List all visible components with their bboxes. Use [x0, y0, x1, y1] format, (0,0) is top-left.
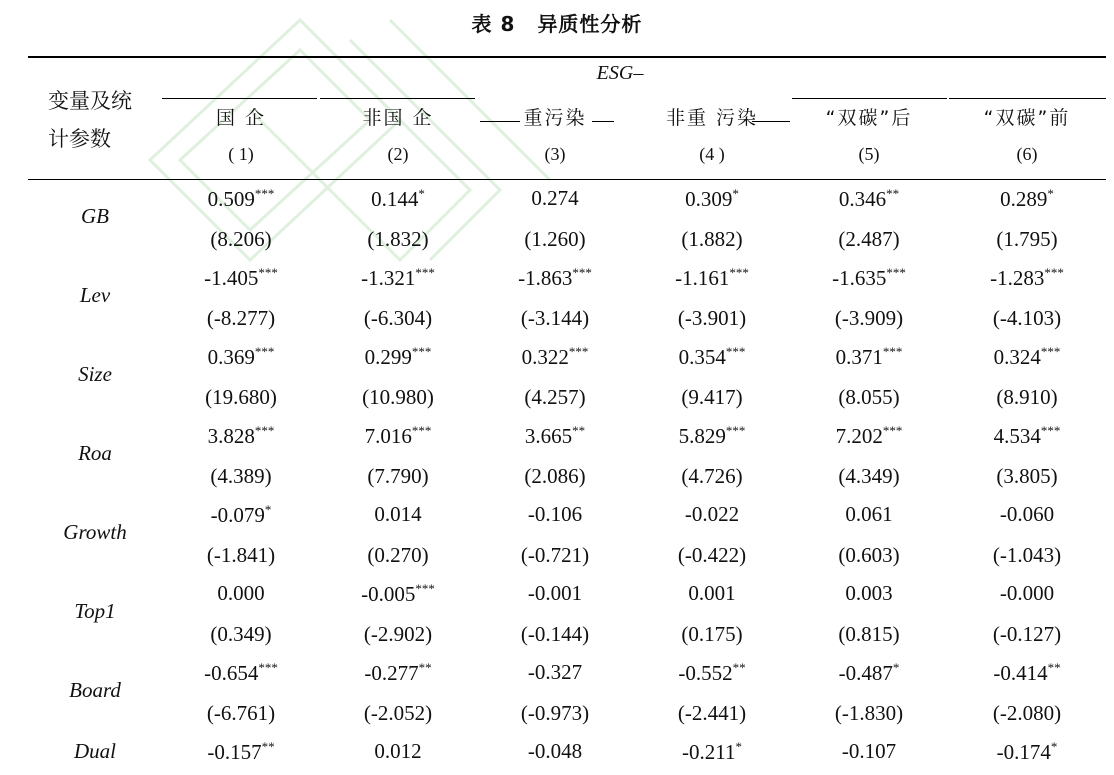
stub-header-line1: 变量及统 [48, 89, 132, 113]
coefficient-value: -1.161 [675, 266, 730, 290]
coefficient-cell [477, 739, 634, 764]
t-statistic-cell: (1.882) [681, 227, 743, 251]
coefficient-value: 4.534 [993, 424, 1041, 448]
t-statistic-cell: (3.805) [996, 464, 1058, 488]
coefficient-value: -0.005 [361, 582, 416, 606]
coefficient-cell [320, 265, 477, 291]
variable-name: Lev [79, 283, 111, 307]
column-number: ( 1) [228, 144, 254, 164]
header-subrule [162, 98, 317, 99]
coefficient-value: 0.309 [685, 187, 733, 211]
t-statistic-cell: (-0.127) [992, 622, 1062, 646]
significance-stars: *** [254, 186, 275, 201]
t-statistic-cell: (-6.304) [363, 306, 433, 330]
coefficient-value: 0.509 [207, 187, 255, 211]
significance-stars: ** [1047, 660, 1061, 675]
coefficient-cell [791, 265, 948, 291]
variable-name: Growth [63, 520, 127, 544]
coefficient-cell [949, 344, 1106, 370]
column-number: (2) [387, 144, 409, 164]
coefficient-value: -0.654 [204, 661, 259, 685]
t-statistic-cell: (1.795) [996, 227, 1058, 251]
coefficient-value: 0.000 [217, 581, 265, 605]
t-statistic-cell: (-3.144) [520, 306, 590, 330]
t-statistic-cell: (1.832) [367, 227, 429, 251]
coefficient-cell [634, 265, 791, 291]
coefficient-value: 3.665 [524, 424, 573, 448]
coefficient-value: -0.001 [527, 581, 583, 605]
coefficient-cell [791, 423, 948, 449]
t-statistic-cell: (-6.761) [206, 701, 276, 725]
t-statistic-cell: (-2.052) [363, 701, 433, 725]
coefficient-value: -0.079 [210, 503, 265, 527]
t-statistic-cell: (7.790) [367, 464, 429, 488]
t-statistic-cell: (2.086) [524, 464, 586, 488]
variable-name: Size [78, 362, 112, 386]
significance-stars: *** [1040, 423, 1061, 438]
coefficient-cell [791, 344, 948, 370]
significance-stars: ** [572, 423, 586, 438]
significance-stars: * [1047, 186, 1054, 201]
significance-stars: *** [415, 265, 435, 280]
group-header-esg: ESG– [596, 62, 644, 84]
significance-stars: *** [411, 344, 432, 359]
coefficient-value: -0.157 [207, 740, 262, 764]
coefficient-value: 0.299 [364, 345, 412, 369]
significance-stars: ** [261, 739, 275, 754]
coefficient-cell [949, 423, 1106, 449]
coefficient-cell [949, 265, 1106, 291]
coefficient-cell [163, 660, 320, 686]
coefficient-cell [791, 581, 948, 606]
t-statistic-cell: (-3.909) [834, 306, 904, 330]
significance-stars: * [418, 186, 425, 201]
coefficient-cell [949, 660, 1106, 686]
t-statistic-cell: (8.206) [210, 227, 272, 251]
coefficient-value: -1.405 [204, 266, 259, 290]
coefficient-value: -0.048 [527, 739, 583, 763]
significance-stars: *** [572, 265, 592, 280]
coefficient-cell [949, 581, 1106, 606]
coefficient-value: -0.107 [841, 739, 897, 763]
coefficient-cell [320, 739, 477, 764]
column-name: 重污染 [523, 107, 587, 129]
t-statistic-cell: (-0.973) [520, 701, 590, 725]
significance-stars: * [892, 660, 900, 675]
coefficient-value: 5.829 [678, 424, 726, 448]
coefficient-value: -1.863 [518, 266, 573, 290]
coefficient-value: -0.211 [682, 740, 736, 764]
coefficient-cell [320, 581, 477, 607]
t-statistic-cell: (-4.103) [992, 306, 1062, 330]
t-statistic-cell: (8.055) [838, 385, 900, 409]
coefficient-value: -0.174 [996, 740, 1051, 764]
t-statistic-cell: (-8.277) [206, 306, 276, 330]
coefficient-cell [163, 265, 320, 291]
t-statistic-cell: (-0.721) [520, 543, 590, 567]
coefficient-value: -0.487 [838, 661, 893, 685]
coefficient-cell [791, 660, 948, 686]
coefficient-cell [791, 502, 948, 527]
t-statistic-cell: (2.487) [838, 227, 900, 251]
t-statistic-cell: (0.603) [838, 543, 900, 567]
column-number: (4 ) [699, 144, 725, 164]
coefficient-cell [320, 186, 477, 212]
t-statistic-cell: (8.910) [996, 385, 1058, 409]
coefficient-value: 7.202 [835, 424, 883, 448]
coefficient-cell [634, 660, 791, 686]
t-statistic-cell: (0.815) [838, 622, 900, 646]
coefficient-cell [791, 186, 948, 212]
variable-name: Top1 [74, 599, 116, 623]
significance-stars: *** [882, 344, 903, 359]
coefficient-cell [477, 344, 634, 370]
coefficient-value: 0.346 [838, 187, 887, 211]
t-statistic-cell: (-1.043) [992, 543, 1062, 567]
t-statistic-cell: (-3.901) [677, 306, 747, 330]
t-statistic-cell: (-0.144) [520, 622, 590, 646]
coefficient-cell [477, 423, 634, 449]
significance-stars: ** [418, 660, 432, 675]
coefficient-cell [634, 739, 791, 765]
column-name: 国 企 [215, 107, 267, 129]
coefficient-value: 0.274 [531, 186, 579, 210]
coefficient-cell [320, 660, 477, 686]
significance-stars: *** [254, 344, 275, 359]
column-number: (5) [858, 144, 880, 164]
column-name: 非重 污染 [665, 107, 759, 129]
t-statistic-cell: (9.417) [681, 385, 743, 409]
coefficient-value: 0.003 [845, 581, 893, 605]
coefficient-cell [791, 739, 948, 764]
coefficient-cell [634, 423, 791, 449]
t-statistic-cell: (-0.422) [677, 543, 747, 567]
coefficient-value: 0.354 [678, 345, 726, 369]
header-subrule [949, 98, 1106, 99]
table-title [0, 8, 1114, 37]
coefficient-value: -0.414 [993, 661, 1048, 685]
t-statistic-cell: (4.389) [210, 464, 272, 488]
coefficient-value: -0.277 [364, 661, 419, 685]
t-statistic-cell: (4.726) [681, 464, 743, 488]
t-statistic-cell: (-2.441) [677, 701, 747, 725]
significance-stars: *** [886, 265, 906, 280]
coefficient-value: -0.000 [999, 581, 1055, 605]
coefficient-value: 0.061 [845, 502, 893, 526]
coefficient-value: 0.324 [993, 345, 1041, 369]
coefficient-value: -1.635 [832, 266, 887, 290]
coefficient-value: 7.016 [364, 424, 412, 448]
significance-stars: * [264, 502, 272, 517]
coefficient-value: -0.106 [527, 502, 583, 526]
coefficient-value: -1.283 [990, 266, 1045, 290]
coefficient-cell [163, 502, 320, 528]
coefficient-cell [949, 186, 1106, 212]
coefficient-cell [477, 186, 634, 211]
significance-stars: * [1050, 739, 1058, 754]
coefficient-cell [634, 344, 791, 370]
significance-stars: *** [1040, 344, 1061, 359]
significance-stars: * [732, 186, 739, 201]
significance-stars: *** [254, 423, 275, 438]
coefficient-value: 0.012 [374, 739, 422, 763]
significance-stars: *** [258, 265, 278, 280]
variable-name: Dual [74, 739, 116, 763]
coefficient-value: -0.552 [678, 661, 733, 685]
t-statistic-cell: (0.270) [367, 543, 429, 567]
column-name: “双碳”后 [825, 107, 913, 129]
coefficient-value: 0.322 [521, 345, 569, 369]
t-statistic-cell: (10.980) [362, 385, 434, 409]
coefficient-value: -0.327 [527, 660, 583, 684]
coefficient-cell [477, 660, 634, 685]
coefficient-cell [320, 502, 477, 527]
coefficient-value: -0.060 [999, 502, 1055, 526]
coefficient-value: 0.371 [835, 345, 883, 369]
t-statistic-cell: (-1.830) [834, 701, 904, 725]
coefficient-value: -1.321 [361, 266, 416, 290]
variable-name: GB [81, 204, 109, 228]
significance-stars: *** [882, 423, 903, 438]
t-statistic-cell: (4.349) [838, 464, 900, 488]
coefficient-cell [949, 502, 1106, 527]
stub-header-line2: 计参数 [48, 127, 111, 151]
column-name: 非国 企 [362, 107, 434, 129]
significance-stars: ** [886, 186, 900, 201]
column-name: “双碳”前 [983, 107, 1071, 129]
header-subrule [320, 98, 475, 99]
header-subrule [792, 98, 947, 99]
column-number: (6) [1016, 144, 1038, 164]
header-rule [28, 179, 1106, 180]
coefficient-cell [634, 186, 791, 212]
significance-stars: *** [258, 660, 278, 675]
table-number: 表 8 [471, 12, 516, 36]
coefficient-value: 0.014 [374, 502, 422, 526]
coefficient-cell [163, 344, 320, 370]
coefficient-cell [477, 502, 634, 527]
significance-stars: * [735, 739, 742, 754]
t-statistic-cell: (0.175) [681, 622, 743, 646]
significance-stars: *** [725, 344, 746, 359]
coefficient-value: 0.001 [688, 581, 736, 605]
t-statistic-cell: (-2.080) [992, 701, 1062, 725]
significance-stars: *** [411, 423, 432, 438]
coefficient-cell [634, 581, 791, 606]
significance-stars: *** [568, 344, 589, 359]
coefficient-value: 0.369 [207, 345, 255, 369]
coefficient-cell [477, 265, 634, 291]
coefficient-cell [477, 581, 634, 606]
coefficient-cell [320, 344, 477, 370]
t-statistic-cell: (-1.841) [206, 543, 276, 567]
coefficient-cell [949, 739, 1106, 765]
stub-header [48, 82, 158, 158]
t-statistic-cell: (-2.902) [363, 622, 433, 646]
column-number: (3) [544, 144, 566, 164]
significance-stars: *** [1044, 265, 1064, 280]
coefficient-cell [163, 423, 320, 449]
t-statistic-cell: (4.257) [524, 385, 586, 409]
significance-stars: *** [729, 265, 749, 280]
t-statistic-cell: (1.260) [524, 227, 586, 251]
coefficient-value: -0.022 [684, 502, 740, 526]
variable-name: Board [69, 678, 121, 702]
table-caption: 异质性分析 [537, 12, 643, 36]
coefficient-value: 3.828 [207, 424, 255, 448]
coefficient-value: 0.144 [371, 187, 419, 211]
significance-stars: *** [725, 423, 746, 438]
coefficient-value: 0.289 [1000, 187, 1048, 211]
t-statistic-cell: (0.349) [210, 622, 272, 646]
variable-name: Roa [78, 441, 112, 465]
coefficient-cell [320, 423, 477, 449]
top-rule [28, 56, 1106, 58]
coefficient-cell [163, 581, 320, 606]
t-statistic-cell: (19.680) [205, 385, 277, 409]
significance-stars: ** [732, 660, 746, 675]
coefficient-cell [163, 739, 320, 765]
coefficient-cell [163, 186, 320, 212]
coefficient-cell [634, 502, 791, 527]
significance-stars: *** [415, 581, 435, 596]
